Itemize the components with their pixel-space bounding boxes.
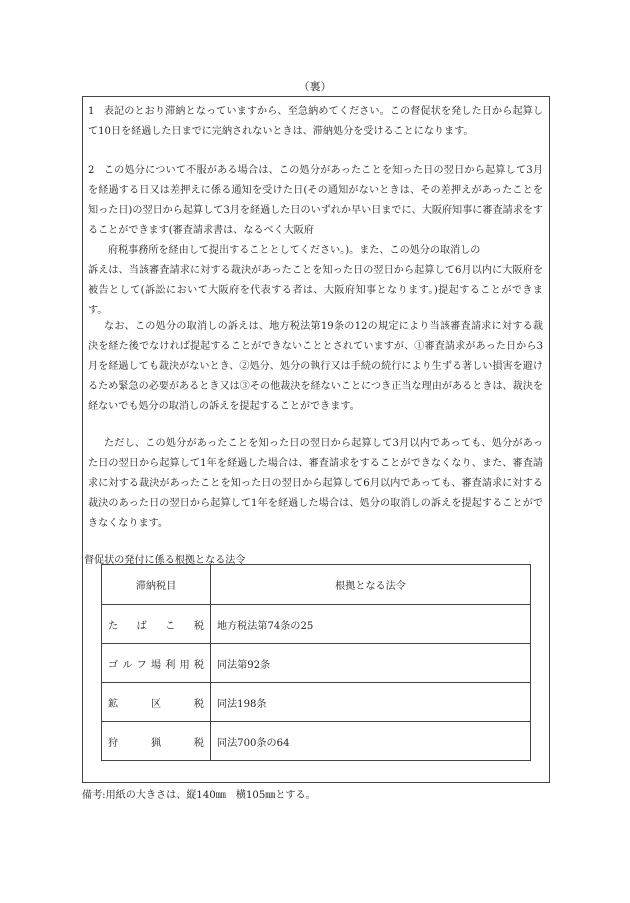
remark-note: 備考:用紙の大きさは、縦140㎜ 横105㎜とする。 xyxy=(82,790,316,801)
header-law: 根拠となる法令 xyxy=(211,565,531,605)
table-row xyxy=(102,605,531,644)
tax-name: たばこ税 xyxy=(102,605,211,644)
notice-item-1 xyxy=(88,102,543,142)
proviso-paragraph: ただし、この処分があったことを知った日の翌日から起算して3月以内であっても、処分があった日の翌日から起算して1年を経過した場合は、審査請求をすることができなくなり、また、審査請求に対する裁決があったことを知った日の翌日から起算して6月以内であっても、審査請求に対する裁決のあった日の翌日から起算して1年を経過した場合は、処分の取消しの訴えを提起することができなくなります。 xyxy=(88,438,543,529)
page-side-label: （裏） xyxy=(298,80,332,93)
item-text: 訴えは、当該審査請求に対する裁決があったことを知った日の翌日から起算して6月以内に大阪府を被告として(訴訟において大阪府を代表する者は、大阪府知事となります。)提起することができます。 xyxy=(88,265,543,316)
table-row xyxy=(102,644,531,683)
law-basis: 地方税法第74条の25 xyxy=(211,605,531,644)
item-text: 表記のとおり滞納となっていますから、至急納めてください。この督促状を発した日から起算して10日を経過した日までに完納されないときは、滞納処分を受けることになります。 xyxy=(88,106,543,137)
item-text: この処分について不服がある場合は、この処分があったことを知った日の翌日から起算して3月を経過する日又は差押えに係る通知を受けた日(その通知がないときは、その差押えがあったことを知った日)の翌日から起算して3月を経過した日のいずれか早い日までに、大阪府知事に審査請求をすることができます(審査請求書は、なるべく大阪府 xyxy=(88,165,543,236)
law-table-title: 督促状の発付に係る根拠となる法令 xyxy=(84,555,246,566)
notice-item-2 xyxy=(88,161,543,321)
law-table xyxy=(101,564,531,761)
tax-name: 鉱区税 xyxy=(102,683,211,722)
table-row xyxy=(102,722,531,761)
note-paragraph: なお、この処分の取消しの訴えは、地方税法第19条の12の規定により当該審査請求に対する裁決を経た後でなければ提起することができないこととされていますが、①審査請求があった日から3月を経過しても裁決がないとき、②処分、処分の執行又は手続の続行により生ずる著しい損害を避けるため緊急の必要があるとき又は③その他裁決を経ないことにつき正当な理由があるときは、裁決を経ないでも処分の取消しの訴えを提起することができます。 xyxy=(88,321,543,412)
law-basis: 同法700条の64 xyxy=(211,722,531,761)
item-number: 2 xyxy=(88,165,95,176)
header-tax: 滞納税目 xyxy=(102,565,211,605)
item-text-indented: 府税事務所を経由して提出することとしてください。)。また、この処分の取消しの xyxy=(108,245,481,256)
tax-name: 狩猟税 xyxy=(102,722,211,761)
law-basis: 同法第92条 xyxy=(211,644,531,683)
item-number: 1 xyxy=(88,106,95,117)
tax-name: ゴルフ場利用税 xyxy=(102,644,211,683)
law-basis: 同法198条 xyxy=(211,683,531,722)
table-row xyxy=(102,683,531,722)
law-table-header xyxy=(102,565,531,605)
